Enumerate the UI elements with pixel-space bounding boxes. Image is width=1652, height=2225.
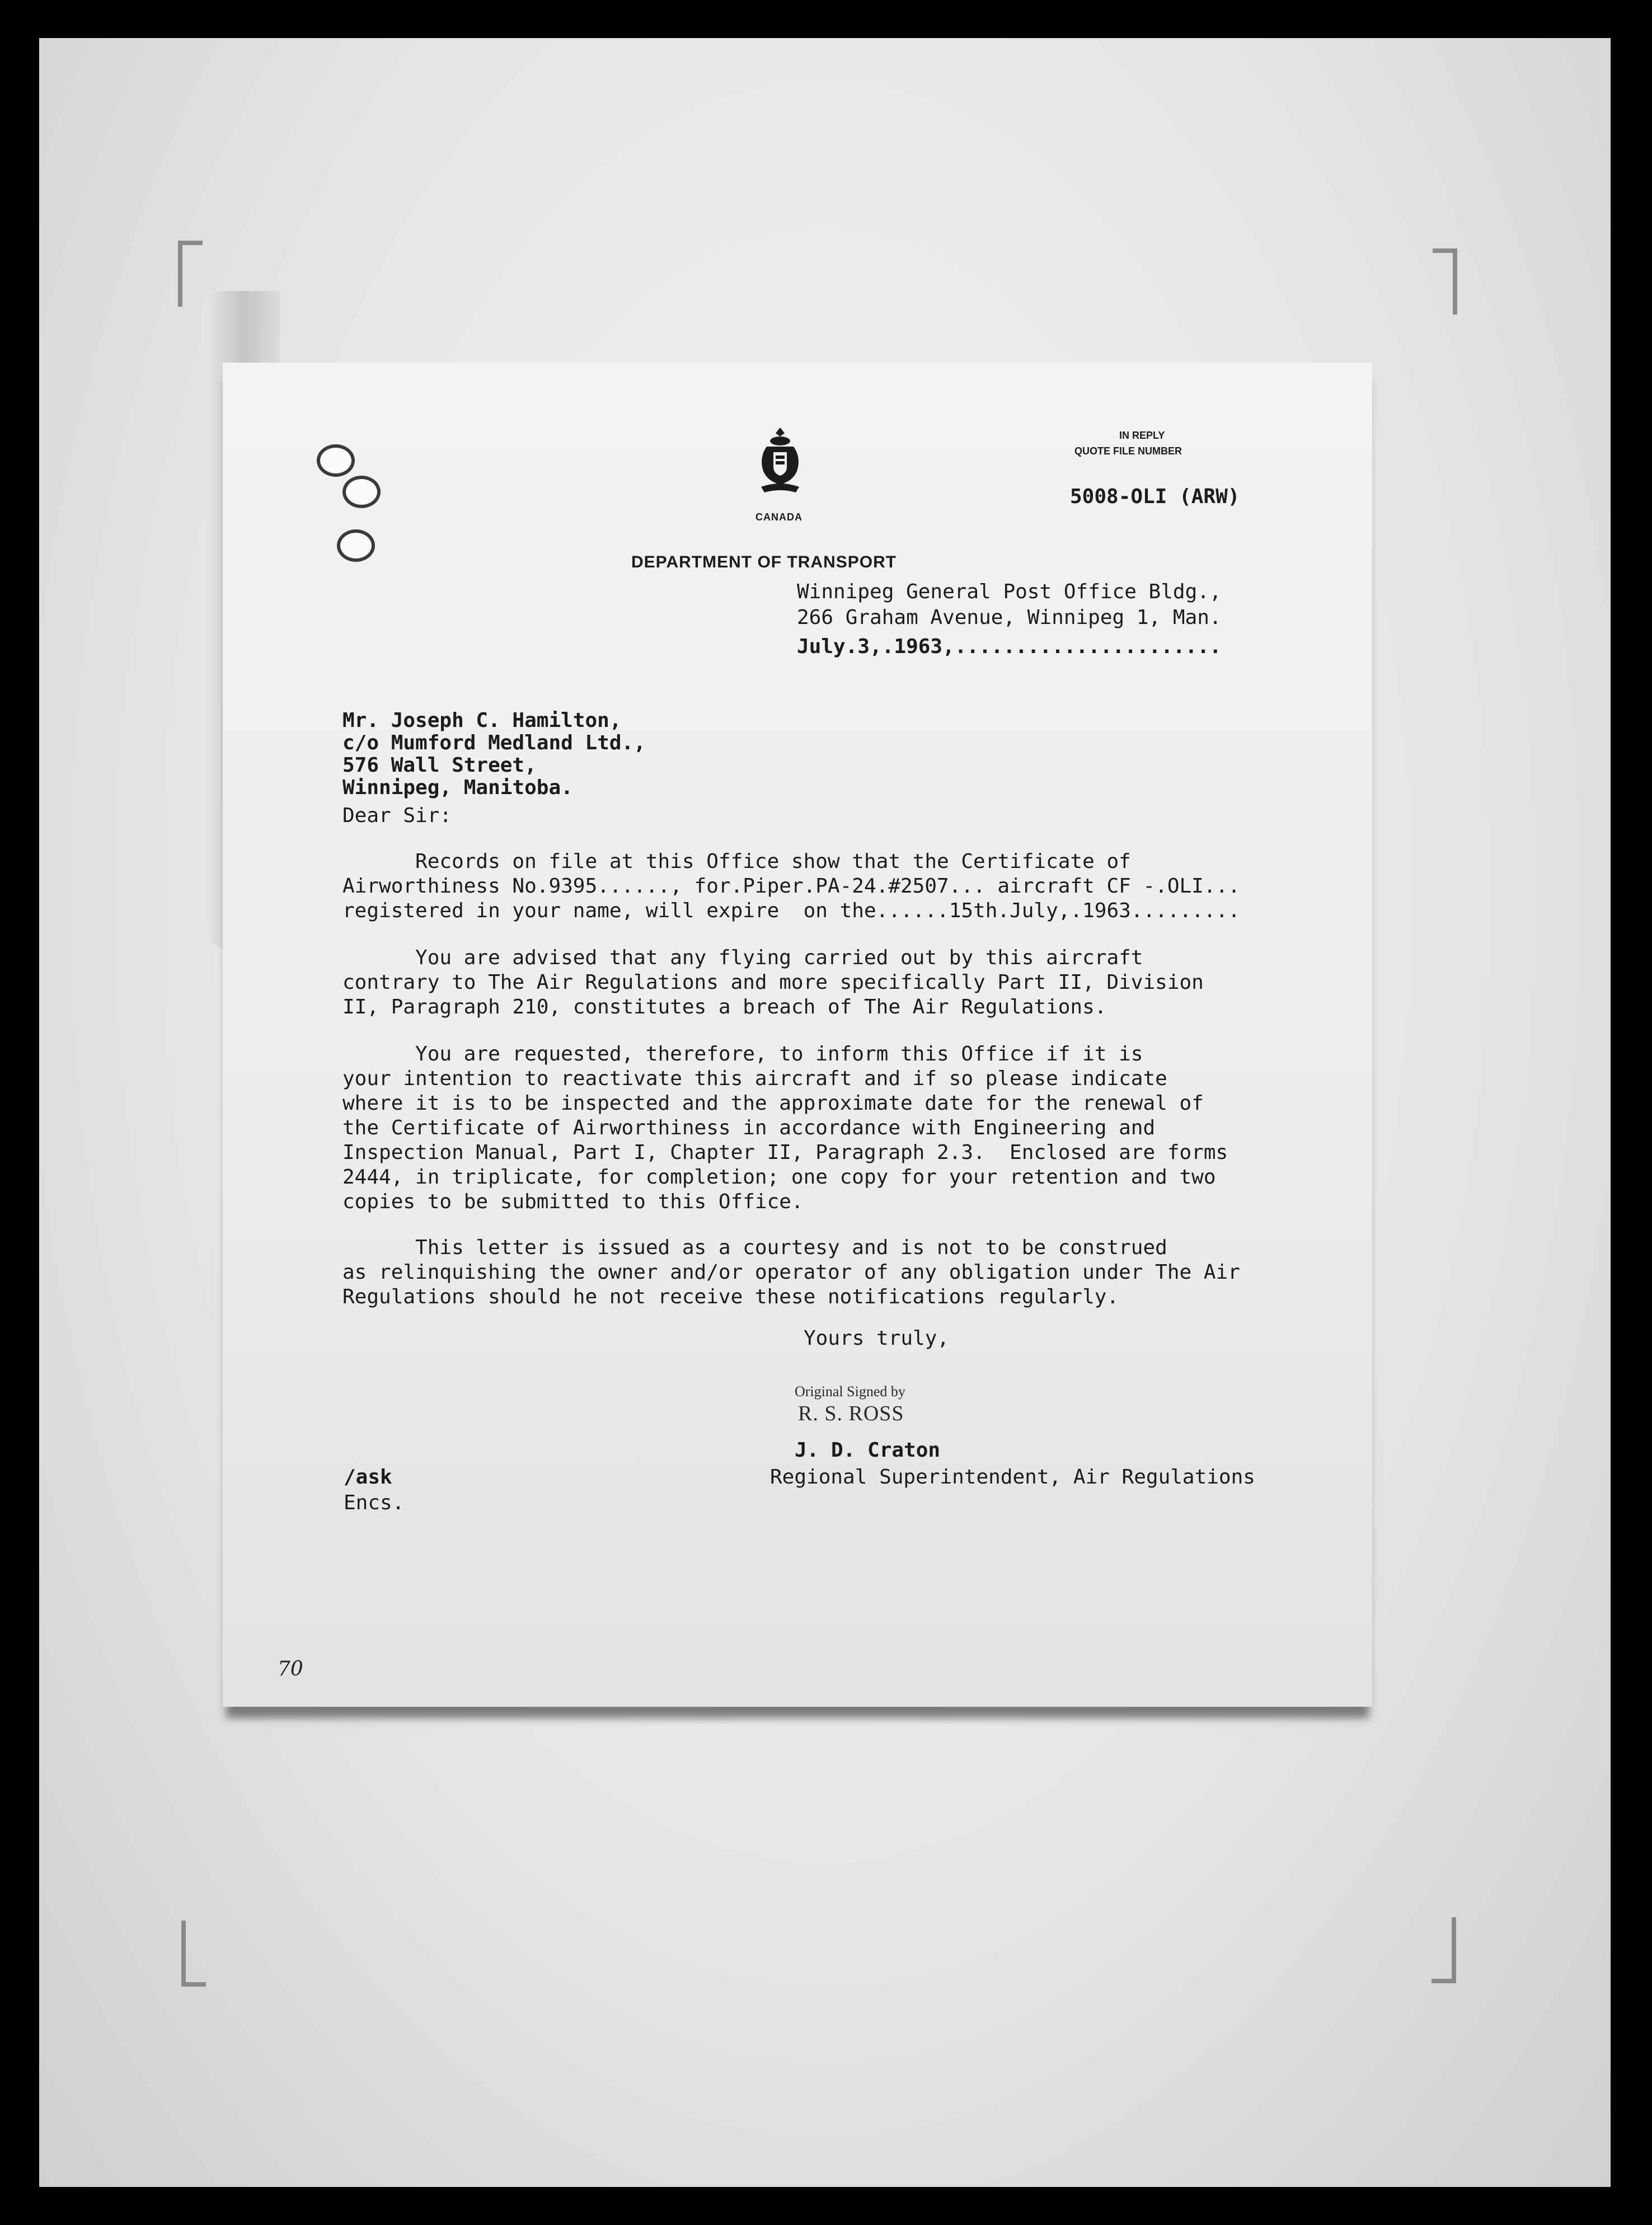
body-line: contrary to The Air Regulations and more specifically Part II, Division <box>342 971 1204 994</box>
body-line: where it is to be inspected and the approximate date for the renewal of <box>342 1092 1204 1115</box>
signature-stamp-caption: Original Signed by <box>795 1383 905 1400</box>
handwritten-page-number: 70 <box>278 1658 303 1681</box>
department-heading: DEPARTMENT OF TRANSPORT <box>631 553 897 571</box>
letter-date: July.3,.1963,...................... <box>797 635 1222 658</box>
reply-instruction: IN REPLY <box>1119 430 1165 441</box>
signatory-name: J. D. Craton <box>795 1439 941 1462</box>
punch-hole <box>317 444 355 477</box>
reply-instruction-sub: QUOTE FILE NUMBER <box>1074 445 1182 457</box>
body-line: your intention to reactivate this aircraft and if so please indicate <box>342 1067 1167 1090</box>
closing: Yours truly, <box>804 1327 950 1350</box>
recipient-street: 576 Wall Street, <box>342 754 537 777</box>
sender-address-line2: 266 Graham Avenue, Winnipeg 1, Man. <box>797 606 1222 629</box>
punch-hole <box>342 476 381 508</box>
body-line: This letter is issued as a courtesy and is not to be construed <box>342 1236 1167 1259</box>
signatory-title: Regional Superintendent, Air Regulations <box>770 1466 1255 1489</box>
salutation: Dear Sir: <box>342 804 452 827</box>
body-line: the Certificate of Airworthiness in accordance with Engineering and <box>342 1116 1156 1139</box>
recipient-name: Mr. Joseph C. Hamilton, <box>342 709 622 732</box>
recipient-care-of: c/o Mumford Medland Ltd., <box>342 731 646 754</box>
crop-mark-bottom-left <box>181 1921 206 1987</box>
body-line: Inspection Manual, Part I, Chapter II, Paragraph 2.3. Enclosed are forms <box>342 1141 1228 1164</box>
crop-mark-top-left <box>178 241 203 307</box>
punch-hole <box>337 529 375 562</box>
body-line: 2444, in triplicate, for completion; one copy for your retention and two <box>342 1166 1216 1189</box>
body-line: Records on file at this Office show that the Certificate of <box>342 850 1131 873</box>
body-line: You are requested, therefore, to inform this Office if it is <box>342 1043 1143 1065</box>
recipient-city: Winnipeg, Manitoba. <box>342 776 573 799</box>
signature-stamp-name: R. S. ROSS <box>798 1402 904 1425</box>
enclosures-note: Encs. <box>344 1491 405 1514</box>
country-caption: CANADA <box>755 511 802 523</box>
file-number: 5008-OLI (ARW) <box>1070 485 1240 508</box>
sender-address-line1: Winnipeg General Post Office Bldg., <box>797 580 1222 603</box>
crop-mark-bottom-right <box>1432 1917 1456 1983</box>
body-line: Airworthiness No.9395......, for.Piper.PA-24.#2507... aircraft CF -.OLI... <box>342 875 1240 898</box>
body-line: registered in your name, will expire on the......15th.July,.1963......... <box>342 899 1240 922</box>
crop-mark-top-right <box>1433 248 1457 314</box>
body-line: Regulations should he not receive these notifications regularly. <box>342 1285 1119 1308</box>
body-line: You are advised that any flying carried out by this aircraft <box>342 946 1143 969</box>
body-line: II, Paragraph 210, constitutes a breach of The Air Regulations. <box>342 996 1107 1018</box>
body-line: as relinquishing the owner and/or operator of any obligation under The Air <box>342 1261 1240 1284</box>
coat-of-arms-icon <box>754 424 806 503</box>
body-line: copies to be submitted to this Office. <box>342 1190 804 1213</box>
reference-initials: /ask <box>344 1466 392 1489</box>
